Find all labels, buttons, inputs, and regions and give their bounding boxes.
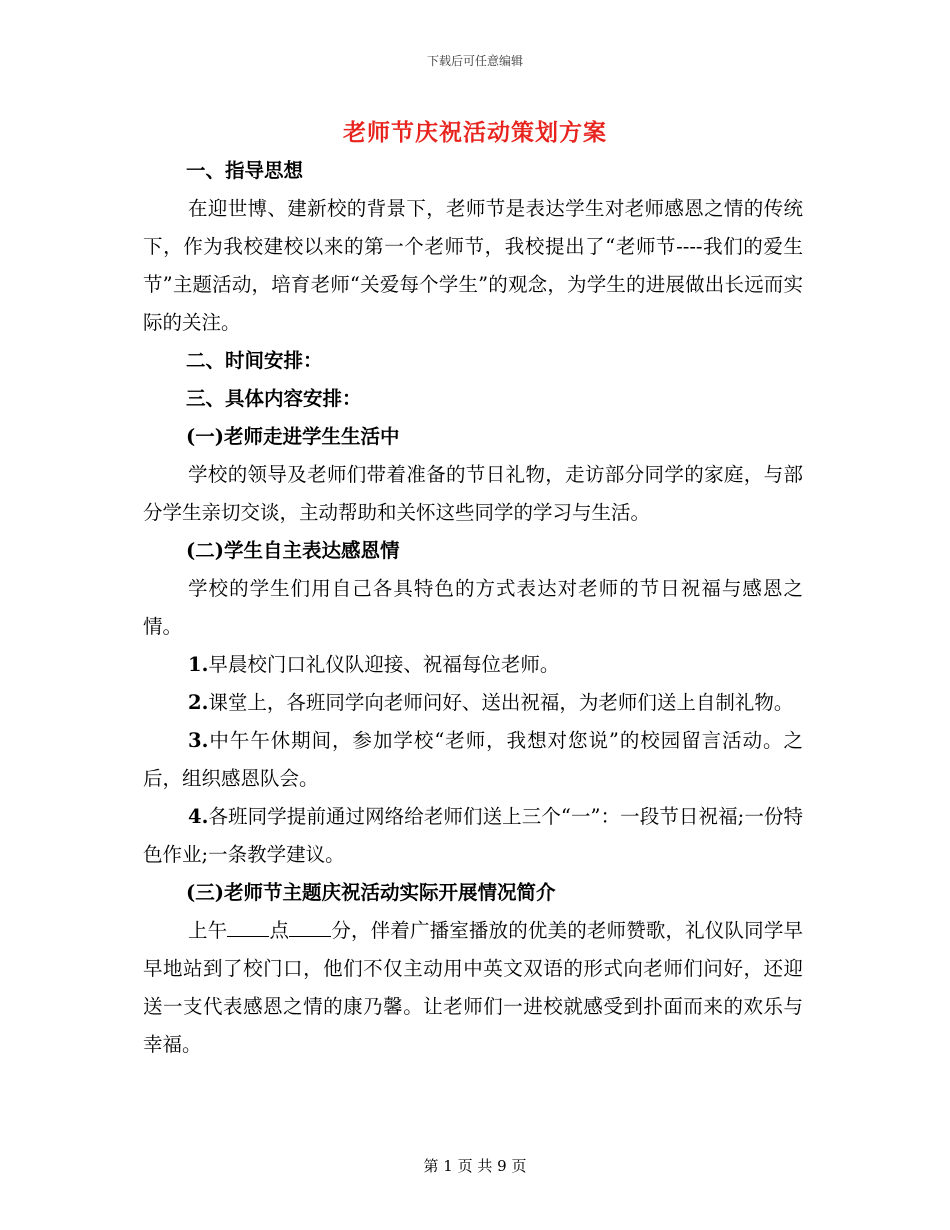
paragraph-sub3-part2: 点 [269,919,290,942]
paragraph-sub3-part1: 上午 [188,919,228,942]
list-item-number: 1. [188,653,209,676]
subsection-heading-1: (一)老师走进学生生活中 [186,425,400,448]
list-item-number: 2. [188,691,209,714]
paragraph-sub3 [143,912,803,1064]
section-heading-guide: 一、指导思想 [186,159,304,182]
subsection-heading-2: (二)学生自主表达感恩情 [186,539,400,562]
paragraph-guide: 在迎世博、建新校的背景下，老师节是表达学生对老师感恩之情的传统下，作为我校建校以来的第一个老师节，我校提出了“老师节----我们的爱生节”主题活动，培育老师“关爱每个学生”的观念，为学生的进展做出长远而实际的关注。 [143,197,803,334]
document-title: 老师节庆祝活动策划方案 [343,119,607,146]
paragraph-sub2: 学校的学生们用自己各具特色的方式表达对老师的节日祝福与感恩之情。 [143,577,803,638]
list-item [143,798,803,874]
list-item-number: 4. [188,805,209,828]
page-number-footer: 第 1 页 共 9 页 [423,1157,527,1175]
paragraph-sub3-part3: 分，伴着广播室播放的优美的老师赞歌，礼仪队同学早早地站到了校门口，他们不仅主动用中英文双语的形式向老师们问好，还迎送一支代表感恩之情的康乃馨。让老师们一进校就感受到扑面而来的欢乐与幸福。 [143,919,803,1056]
subsection-heading-3: (三)老师节主题庆祝活动实际开展情况简介 [186,881,556,904]
list-item [143,684,803,722]
document-body [143,152,803,1064]
list-item-text: 课堂上，各班同学向老师问好、送出祝福，为老师们送上自制礼物。 [208,691,794,714]
list-item-text: 早晨校门口礼仪队迎接、祝福每位老师。 [208,653,560,676]
fill-blank-hour [227,935,269,937]
list-item-number: 3. [188,729,209,752]
section-heading-content: 三、具体内容安排： [186,387,362,410]
list-item [143,722,803,798]
fill-blank-minute [289,935,331,937]
list-item-text: 各班同学提前通过网络给老师们送上三个“一”：一段节日祝福;一份特色作业;一条教学建议。 [143,805,803,866]
list-item [143,646,803,684]
page-header-note: 下载后可任意编辑 [426,54,523,68]
section-heading-time: 二、时间安排： [186,349,323,372]
paragraph-sub1: 学校的领导及老师们带着准备的节日礼物，走访部分同学的家庭，与部分学生亲切交谈，主动帮助和关怀这些同学的学习与生活。 [143,463,803,524]
list-item-text: 中午午休期间，参加学校“老师，我想对您说”的校园留言活动。之后，组织感恩队会。 [143,729,803,790]
